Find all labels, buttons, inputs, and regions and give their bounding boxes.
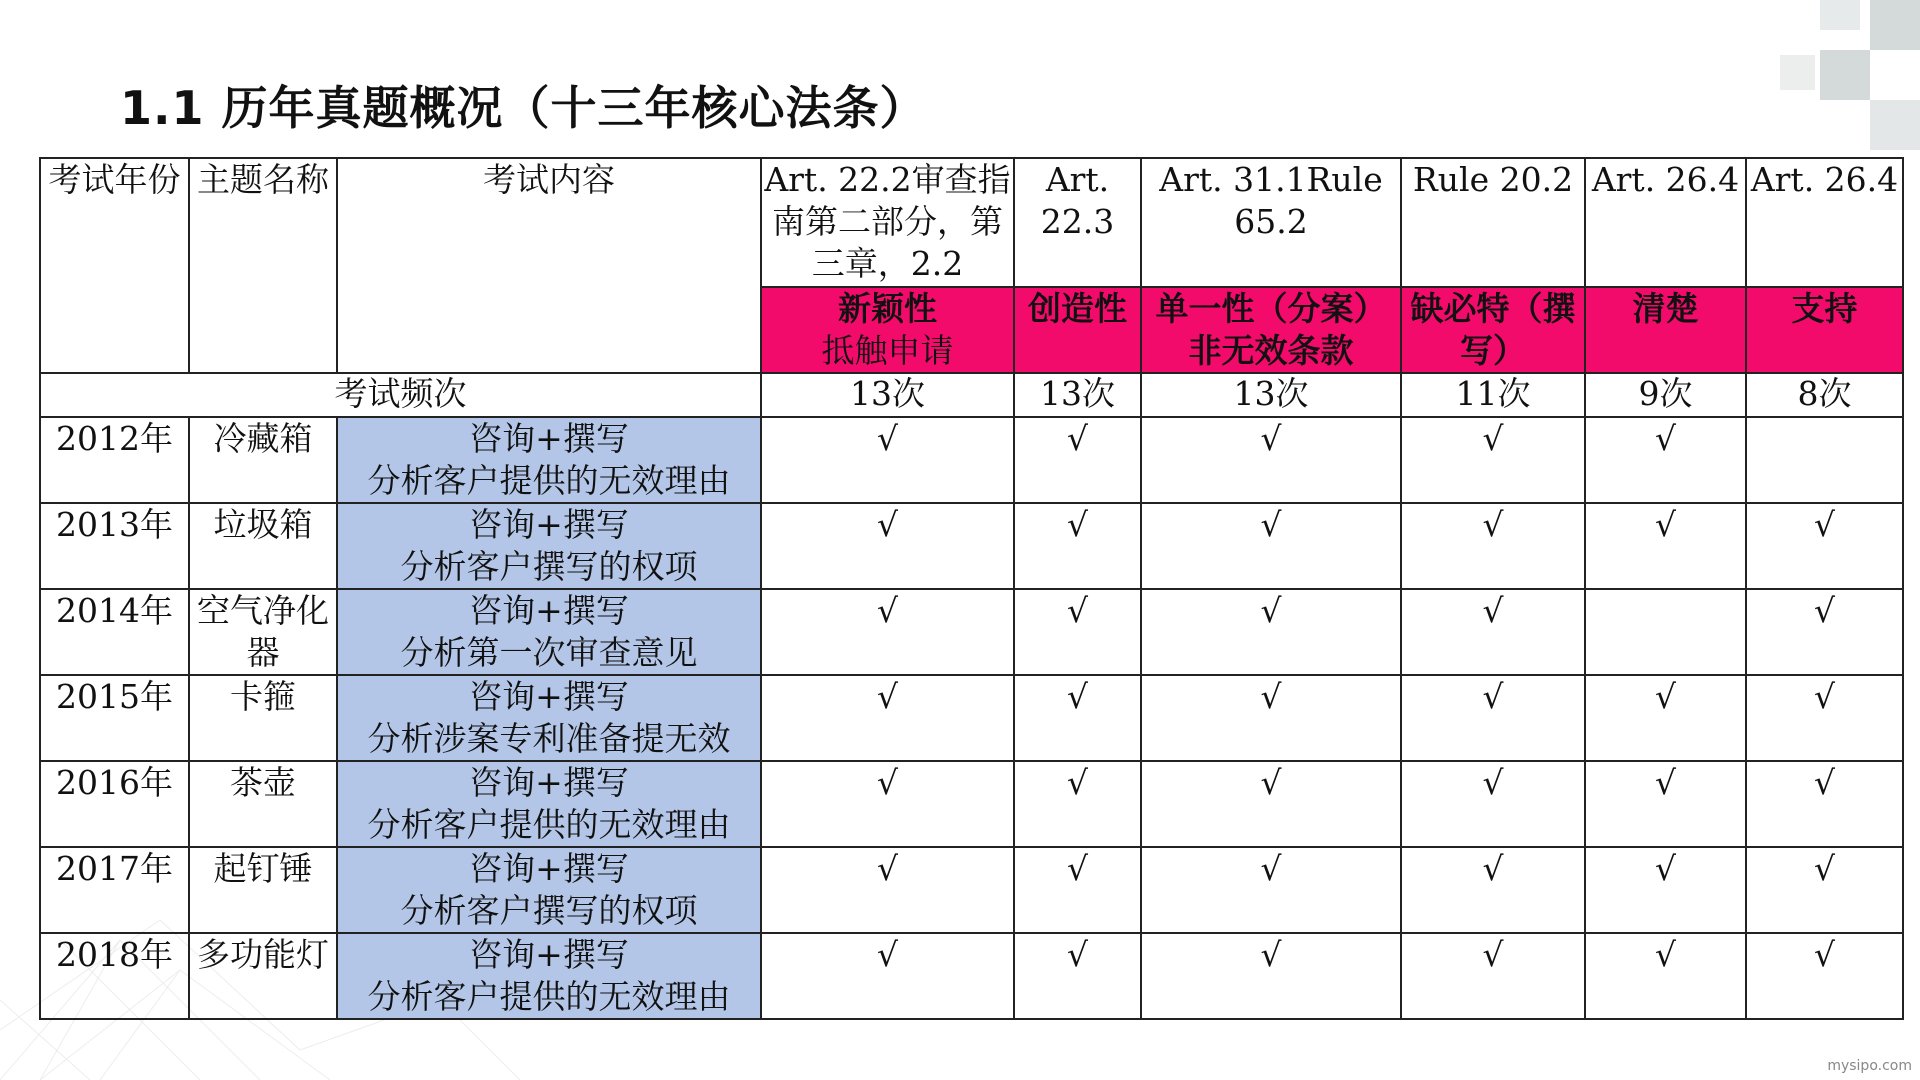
corner-decoration <box>1760 0 1920 150</box>
content-line-1: 咨询+撰写 <box>469 935 629 974</box>
check-mark: √ <box>1401 589 1585 675</box>
table-row <box>40 503 1903 589</box>
row-year: 2017年 <box>40 847 189 933</box>
article-ref: Art. 26.4 <box>1746 158 1903 287</box>
row-topic: 起钉锤 <box>189 847 337 933</box>
check-mark: √ <box>1014 847 1141 933</box>
topic-label-cell <box>1746 287 1903 373</box>
article-ref: Art. 22.3 <box>1014 158 1141 287</box>
check-mark: √ <box>1746 933 1903 1019</box>
topic-label: 清楚 <box>1632 289 1699 328</box>
check-mark: √ <box>1401 847 1585 933</box>
frequency-value: 9次 <box>1585 373 1746 417</box>
table-row <box>40 417 1903 503</box>
check-mark: √ <box>1014 933 1141 1019</box>
check-mark: √ <box>761 589 1014 675</box>
exam-overview-table <box>39 157 1904 1020</box>
row-topic: 卡箍 <box>189 675 337 761</box>
article-ref: Art. 26.4 <box>1585 158 1746 287</box>
row-content <box>337 847 761 933</box>
topic-label-cell <box>761 287 1014 373</box>
row-topic: 空气净化器 <box>189 589 337 675</box>
check-mark: √ <box>1014 503 1141 589</box>
article-ref: Rule 20.2 <box>1401 158 1585 287</box>
check-mark: √ <box>1401 933 1585 1019</box>
row-content <box>337 675 761 761</box>
content-line-2: 分析客户提供的无效理由 <box>367 977 731 1016</box>
row-topic: 冷藏箱 <box>189 417 337 503</box>
content-line-1: 咨询+撰写 <box>469 505 629 544</box>
watermark: mysipo.com <box>1827 1058 1912 1074</box>
row-year: 2018年 <box>40 933 189 1019</box>
frequency-value: 8次 <box>1746 373 1903 417</box>
row-year: 2012年 <box>40 417 189 503</box>
table-row <box>40 933 1903 1019</box>
header-content: 考试内容 <box>337 158 761 373</box>
topic-note: 抵触申请 <box>821 331 954 370</box>
check-mark: √ <box>1401 761 1585 847</box>
row-content <box>337 933 761 1019</box>
check-mark: √ <box>1014 417 1141 503</box>
check-mark: √ <box>1141 847 1401 933</box>
check-mark: √ <box>761 847 1014 933</box>
content-line-1: 咨询+撰写 <box>469 763 629 802</box>
content-line-2: 分析第一次审查意见 <box>400 633 698 672</box>
check-mark: √ <box>1014 675 1141 761</box>
check-mark: √ <box>1585 847 1746 933</box>
header-topic: 主题名称 <box>189 158 337 373</box>
row-year: 2013年 <box>40 503 189 589</box>
table-row <box>40 847 1903 933</box>
row-year: 2014年 <box>40 589 189 675</box>
content-line-2: 分析客户撰写的权项 <box>400 547 698 586</box>
frequency-value: 13次 <box>1014 373 1141 417</box>
row-topic: 垃圾箱 <box>189 503 337 589</box>
topic-label-cell <box>1585 287 1746 373</box>
row-year: 2016年 <box>40 761 189 847</box>
row-year: 2015年 <box>40 675 189 761</box>
check-mark: √ <box>761 675 1014 761</box>
article-ref: Art. 22.2审查指南第二部分，第三章，2.2 <box>761 158 1014 287</box>
check-mark: √ <box>1014 761 1141 847</box>
check-mark: √ <box>1401 675 1585 761</box>
table-row <box>40 675 1903 761</box>
topic-label: 缺必特（撰写） <box>1410 289 1576 370</box>
check-mark: √ <box>1746 503 1903 589</box>
check-mark <box>1746 417 1903 503</box>
row-content <box>337 503 761 589</box>
frequency-value: 11次 <box>1401 373 1585 417</box>
content-line-2: 分析客户撰写的权项 <box>400 891 698 930</box>
page-title: 1.1 历年真题概况（十三年核心法条） <box>120 81 927 135</box>
topic-label: 创造性 <box>1028 289 1127 328</box>
check-mark: √ <box>1746 675 1903 761</box>
row-content <box>337 761 761 847</box>
check-mark: √ <box>1401 503 1585 589</box>
content-line-1: 咨询+撰写 <box>469 849 629 888</box>
check-mark: √ <box>761 417 1014 503</box>
check-mark: √ <box>1585 503 1746 589</box>
frequency-value: 13次 <box>1141 373 1401 417</box>
row-topic: 茶壶 <box>189 761 337 847</box>
topic-label: 新颖性 <box>838 289 937 328</box>
topic-label-cell <box>1401 287 1585 373</box>
check-mark: √ <box>761 503 1014 589</box>
check-mark: √ <box>1746 847 1903 933</box>
check-mark: √ <box>1401 417 1585 503</box>
content-line-2: 分析客户提供的无效理由 <box>367 805 731 844</box>
topic-label: 单一性（分案）非无效条款 <box>1155 289 1387 370</box>
check-mark: √ <box>1141 503 1401 589</box>
check-mark: √ <box>1141 933 1401 1019</box>
content-line-2: 分析客户提供的无效理由 <box>367 461 731 500</box>
check-mark <box>1585 589 1746 675</box>
check-mark: √ <box>1141 589 1401 675</box>
check-mark: √ <box>1585 417 1746 503</box>
frequency-label: 考试频次 <box>40 373 761 417</box>
article-ref: Art. 31.1Rule 65.2 <box>1141 158 1401 287</box>
table-row <box>40 761 1903 847</box>
check-mark: √ <box>1746 761 1903 847</box>
frequency-value: 13次 <box>761 373 1014 417</box>
content-line-1: 咨询+撰写 <box>469 419 629 458</box>
row-content <box>337 589 761 675</box>
content-line-1: 咨询+撰写 <box>469 591 629 630</box>
check-mark: √ <box>1141 675 1401 761</box>
check-mark: √ <box>1585 761 1746 847</box>
header-year: 考试年份 <box>40 158 189 373</box>
check-mark: √ <box>1585 675 1746 761</box>
table-row <box>40 589 1903 675</box>
row-topic: 多功能灯 <box>189 933 337 1019</box>
check-mark: √ <box>1585 933 1746 1019</box>
topic-label-cell <box>1141 287 1401 373</box>
check-mark: √ <box>761 933 1014 1019</box>
check-mark: √ <box>761 761 1014 847</box>
content-line-2: 分析涉案专利准备提无效 <box>367 719 731 758</box>
topic-label-cell <box>1014 287 1141 373</box>
check-mark: √ <box>1141 417 1401 503</box>
check-mark: √ <box>1141 761 1401 847</box>
topic-label: 支持 <box>1791 289 1858 328</box>
row-content <box>337 417 761 503</box>
check-mark: √ <box>1014 589 1141 675</box>
check-mark: √ <box>1746 589 1903 675</box>
content-line-1: 咨询+撰写 <box>469 677 629 716</box>
